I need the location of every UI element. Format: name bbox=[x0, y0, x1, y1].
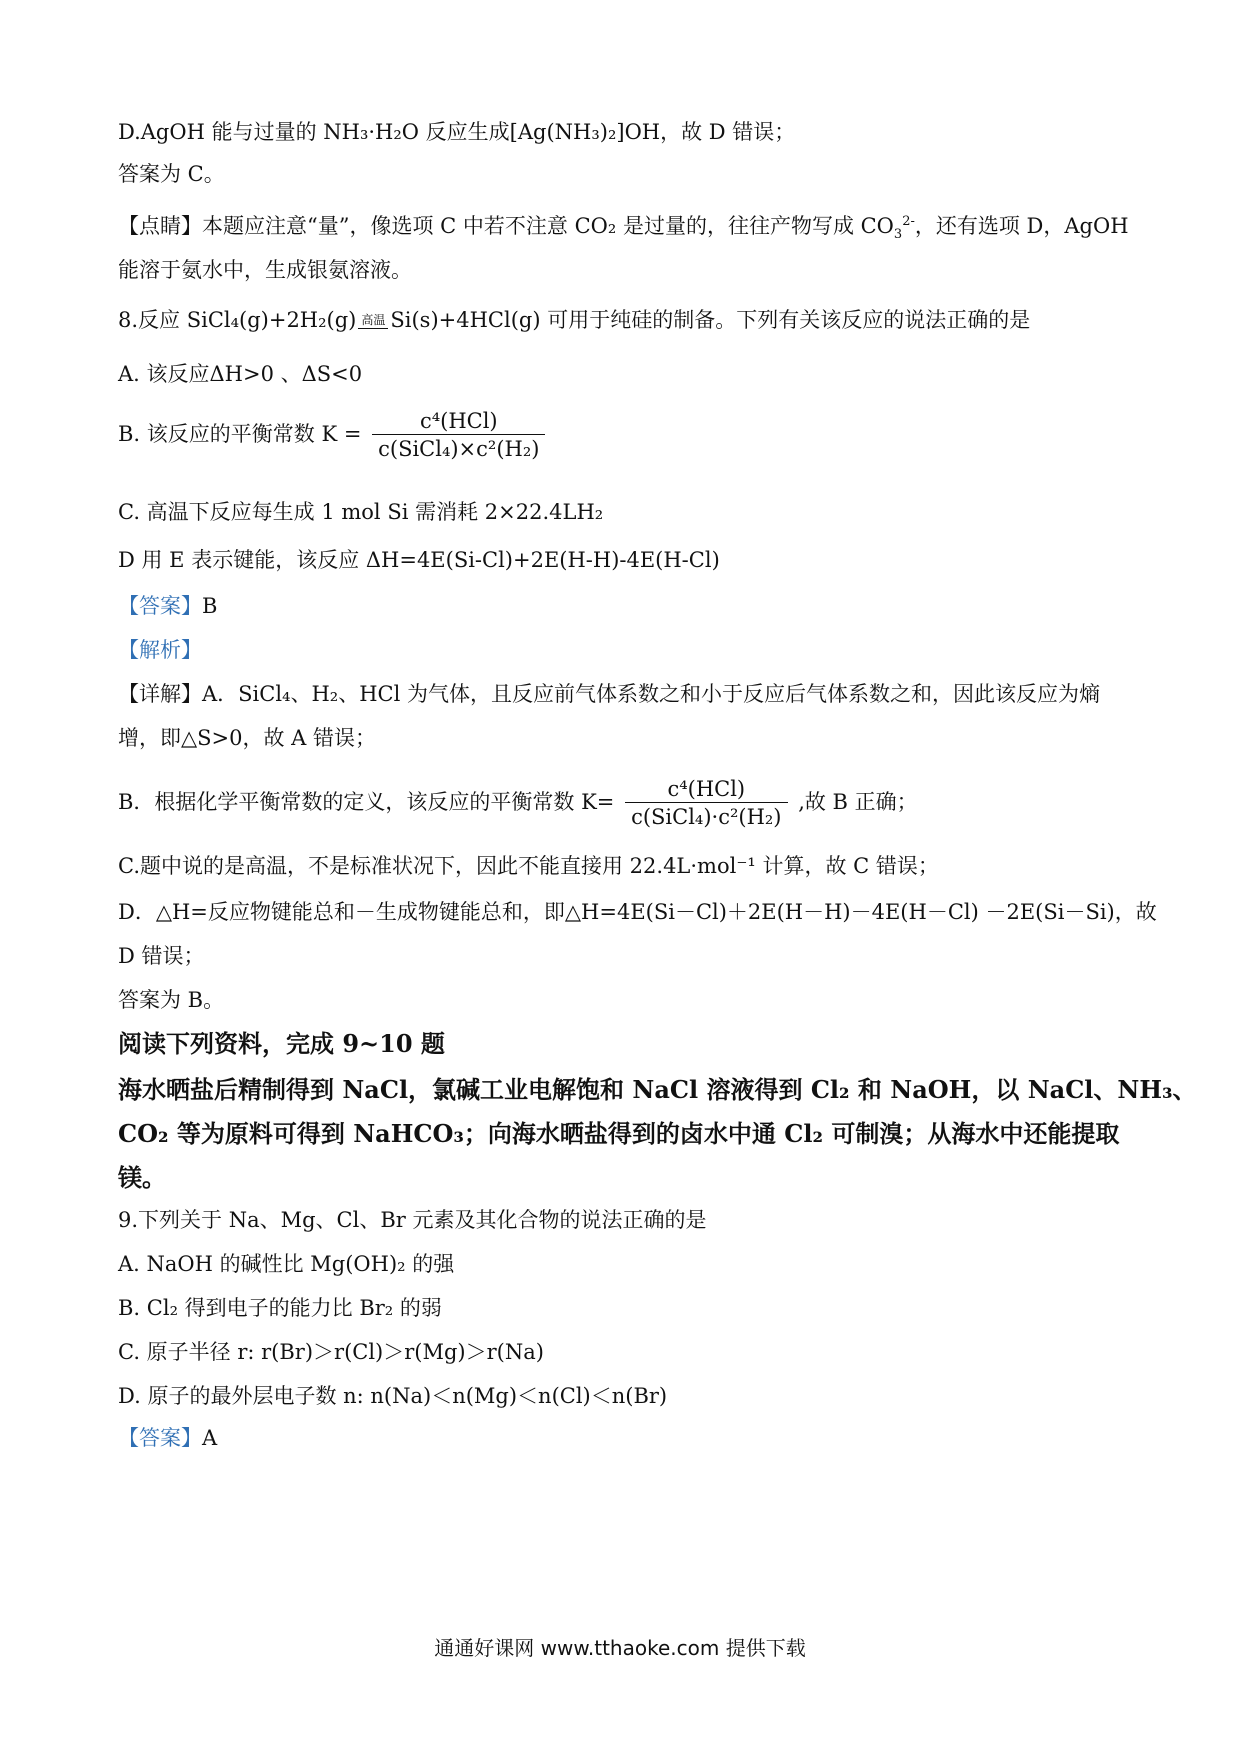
answer-8 bbox=[118, 592, 1130, 620]
fraction bbox=[372, 408, 545, 463]
option-b: B. Cl₂ 得到电子的能力比 Br₂ 的弱 bbox=[118, 1296, 442, 1320]
option-d: D. 原子的最外层电子数 n: n(Na)＜n(Mg)＜n(Cl)＜n(Br) bbox=[118, 1384, 668, 1408]
question-8-text: Si(s)+4HCl(g) 可用于纯硅的制备。下列有关该反应的说法正确的是 bbox=[390, 308, 1031, 332]
text-line: 增，即△S>0，故 A 错误； bbox=[118, 726, 377, 750]
fraction-denominator: c(SiCl₄)·c²(H₂) bbox=[631, 805, 782, 829]
co3-superscript: 2- bbox=[902, 214, 915, 229]
explain-b-text: ,故 B 正确； bbox=[798, 790, 918, 814]
section-title: 阅读下列资料，完成 9~10 题 bbox=[118, 1029, 445, 1058]
reading-text: CO₂ 等为原料可得到 NaHCO₃；向海水晒盐得到的卤水中通 Cl₂ 可制溴；从海水中还能提取 bbox=[118, 1119, 1120, 1148]
option-a: A. NaOH 的碱性比 Mg(OH)₂ 的强 bbox=[118, 1252, 455, 1276]
fraction-numerator: c⁴(HCl) bbox=[372, 408, 545, 435]
text-line bbox=[118, 208, 1130, 249]
option-b-text: B. 该反应的平衡常数 K = bbox=[118, 422, 362, 446]
question-9: 9.下列关于 Na、Mg、Cl、Br 元素及其化合物的说法正确的是 bbox=[118, 1208, 707, 1232]
question-8-text: 8.反应 SiCl₄(g)+2H₂(g) bbox=[118, 308, 357, 332]
option-a: A. 该反应ΔH>0 、ΔS<0 bbox=[118, 362, 363, 386]
condition-arrow bbox=[358, 314, 388, 329]
fraction-denominator: c(SiCl₄)×c²(H₂) bbox=[378, 437, 540, 461]
condition-label: 高温 bbox=[361, 313, 386, 327]
text-line: 答案为 B。 bbox=[118, 988, 225, 1012]
text-line: 【详解】A．SiCl₄、H₂、HCl 为气体，且反应前气体系数之和小于反应后气体系数之和，因此该反应为熵 bbox=[118, 682, 1100, 706]
option-b bbox=[118, 408, 1130, 463]
fraction bbox=[625, 776, 787, 831]
text-line: C.题中说的是高温，不是标准状况下，因此不能直接用 22.4L·mol⁻¹ 计算，故 C 错误； bbox=[118, 854, 939, 878]
explain-b bbox=[118, 776, 1130, 831]
option-d: D 用 E 表示键能，该反应 ΔH=4E(Si-Cl)+2E(H-H)-4E(H-Cl) bbox=[118, 548, 720, 572]
text-line: 答案为 C。 bbox=[118, 162, 225, 186]
explain-b-text: B．根据化学平衡常数的定义，该反应的平衡常数 K= bbox=[118, 790, 615, 814]
fraction-numerator: c⁴(HCl) bbox=[625, 776, 787, 803]
analysis-tag: 【解析】 bbox=[118, 638, 202, 662]
question-8 bbox=[118, 306, 1130, 334]
co3-subscript: 3 bbox=[893, 227, 903, 243]
note-text: 【点睛】本题应注意“量”，像选项 C 中若不注意 CO₂ 是过量的，往往产物写成 CO bbox=[118, 214, 894, 238]
answer-tag: 【答案】 bbox=[118, 1426, 202, 1450]
text-line: D.AgOH 能与过量的 NH₃·H₂O 反应生成[Ag(NH₃)₂]OH，故 D 错误； bbox=[118, 120, 796, 144]
option-c: C. 高温下反应每生成 1 mol Si 需消耗 2×22.4LH₂ bbox=[118, 500, 604, 524]
note-text: ，还有选项 D，AgOH bbox=[914, 214, 1129, 238]
reading-text: 镁。 bbox=[118, 1163, 166, 1192]
text-line: D．△H=反应物键能总和－生成物键能总和，即△H=4E(Si－Cl)＋2E(H－H)－4E(H－Cl) －2E(Si－Si)，故 bbox=[118, 900, 1157, 924]
reading-text: 海水晒盐后精制得到 NaCl，氯碱工业电解饱和 NaCl 溶液得到 Cl₂ 和 NaOH，以 NaCl、NH₃、 bbox=[118, 1075, 1197, 1104]
page-footer: 通通好课网 www.tthaoke.com 提供下载 bbox=[434, 1636, 806, 1660]
answer-tag: 【答案】 bbox=[118, 594, 202, 618]
answer-value: A bbox=[202, 1426, 218, 1450]
text-line: 能溶于氨水中，生成银氨溶液。 bbox=[118, 258, 412, 282]
text-line: D 错误； bbox=[118, 944, 205, 968]
answer-9 bbox=[118, 1424, 1130, 1452]
option-c: C. 原子半径 r: r(Br)＞r(Cl)＞r(Mg)＞r(Na) bbox=[118, 1340, 544, 1364]
answer-value: B bbox=[202, 594, 218, 618]
